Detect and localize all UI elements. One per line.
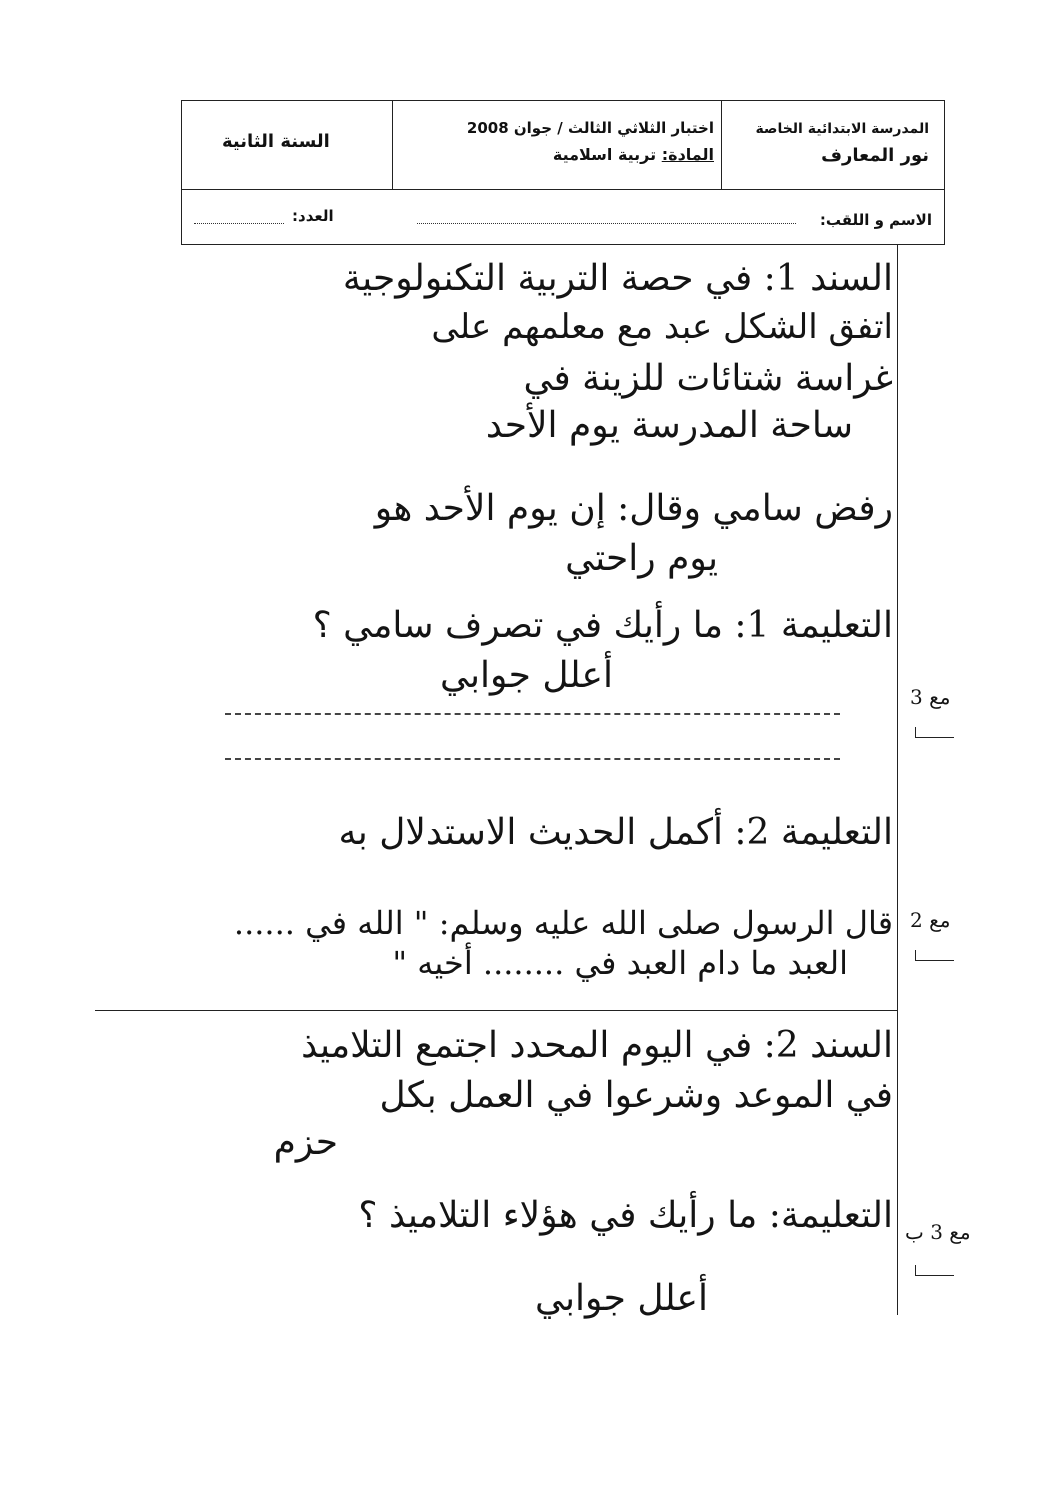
context2-line1: السند 2: في اليوم المحدد اجتمع التلاميذ — [301, 1025, 893, 1066]
context2-line3: حزم — [273, 1122, 338, 1163]
context1-line3: غراسة شتائات للزينة في — [523, 358, 893, 399]
hadith-line2: العبد ما دام العبد في ........ أخيه " — [392, 944, 848, 982]
score-label: العدد: — [292, 207, 334, 225]
school-name-line1: المدرسة الابتدائية الخاصة — [755, 121, 929, 137]
name-label: الاسم و اللقب: — [819, 211, 932, 229]
task3-line1: التعليمة: ما رأيك في هؤلاء التلاميذ ؟ — [358, 1195, 893, 1236]
task2-line: التعليمة 2: أكمل الحديث الاستدلال به — [338, 812, 893, 853]
header-divider — [182, 189, 944, 190]
subject-label: المادة: — [661, 145, 714, 164]
score-field-line — [194, 223, 284, 224]
answer-line — [225, 713, 840, 715]
task1-line2: أعلل جوابي — [440, 655, 613, 696]
context2-line2: في الموعد وشرعوا في العمل بكل — [379, 1075, 893, 1116]
grade-level: السنة الثانية — [222, 131, 330, 152]
margin-line — [897, 245, 898, 1315]
context1-line2: اتفق الشكل عبد مع معلمهم على — [431, 307, 893, 347]
header-divider — [392, 101, 393, 189]
header-divider — [721, 101, 722, 189]
name-field-line — [417, 223, 796, 224]
context1-line4: ساحة المدرسة يوم الأحد — [485, 405, 853, 446]
school-name-line2: نور المعارف — [821, 145, 929, 166]
exam-title: اختبار الثلاثي الثالث / جوان 2008 — [466, 119, 714, 137]
situation-line2: يوم راحتي — [565, 538, 718, 579]
answer-line — [225, 758, 840, 760]
task3-line2: أعلل جوابي — [535, 1278, 708, 1319]
header-table — [181, 100, 945, 245]
score-box — [915, 950, 954, 961]
task1-line1: التعليمة 1: ما رأيك في تصرف سامي ؟ — [312, 605, 893, 646]
score-box — [915, 1265, 954, 1276]
subject-value: تربية اسلامية — [552, 145, 657, 164]
situation-line1: رفض سامي وقال: إن يوم الأحد هو — [374, 488, 893, 529]
score-task3: مع 3 ب — [905, 1220, 971, 1244]
exam-subject — [553, 145, 714, 164]
section-separator — [95, 1010, 898, 1011]
hadith-line1: قال الرسول صلى الله عليه وسلم: " الله في ...... — [233, 904, 893, 942]
score-box — [915, 727, 954, 738]
score-task2: مع 2 — [910, 908, 951, 932]
score-task1: مع 3 — [910, 685, 951, 709]
context1-line1: السند 1: في حصة التربية التكنولوجية — [342, 258, 893, 299]
